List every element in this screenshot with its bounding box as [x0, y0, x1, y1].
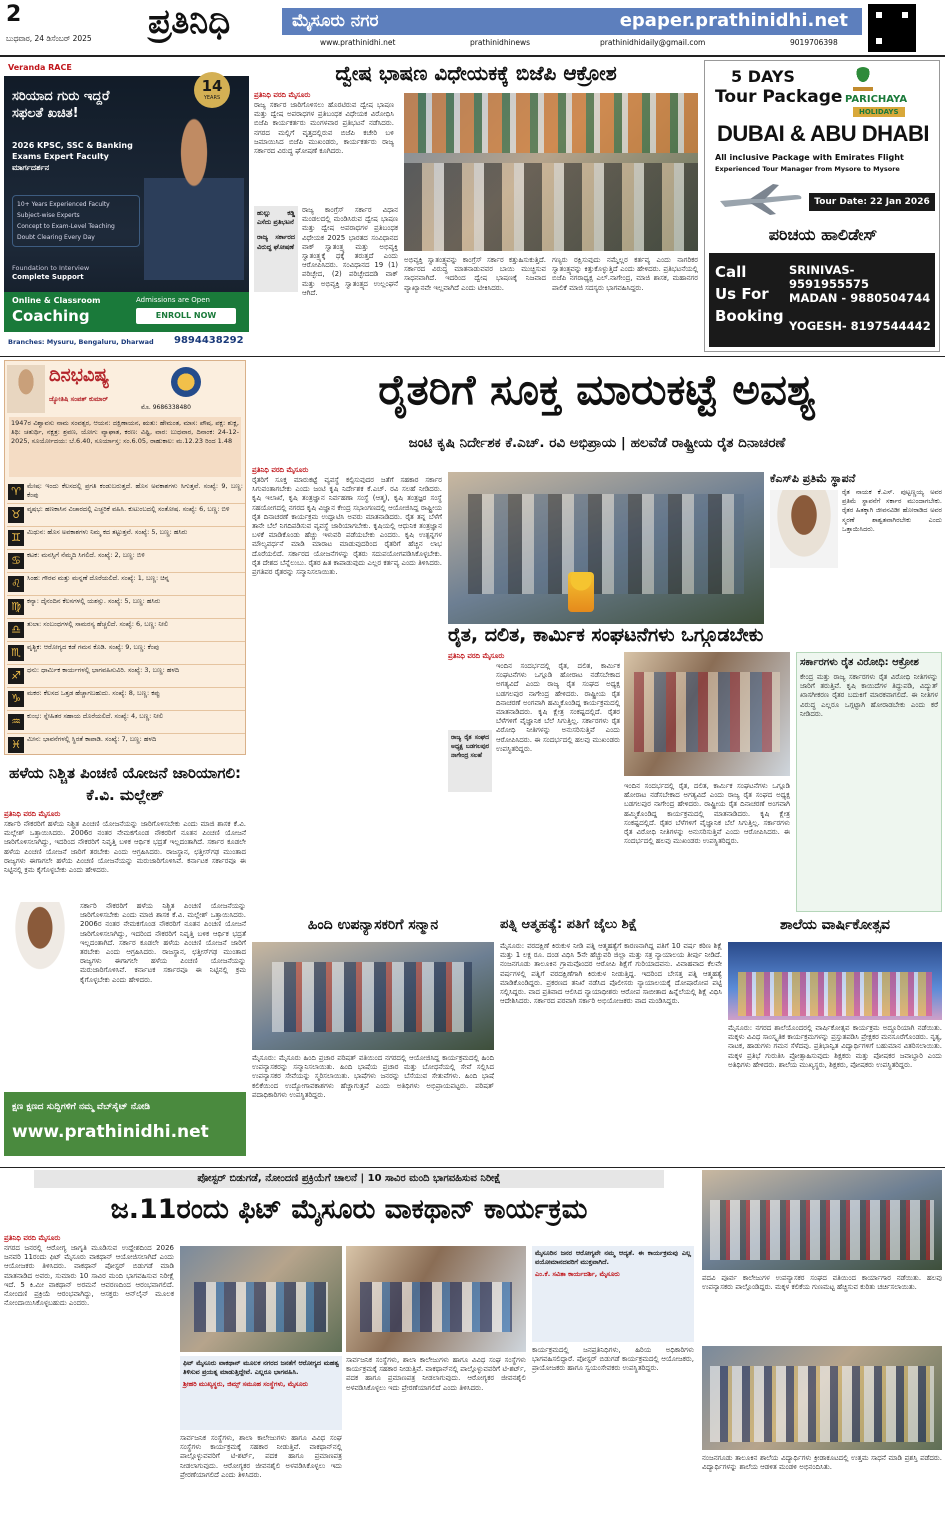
astrologer-photo: [7, 365, 45, 413]
walk-headline: ಜ.11ರಂದು ಫಿಟ್ ಮೈಸೂರು ವಾಕಥಾನ್ ಕಾರ್ಯಕ್ರಮ: [110, 1194, 588, 1225]
ad-destination: DUBAI & ABU DHABI: [717, 121, 929, 146]
story-col4: ಗಣ್ಯರು ರಕ್ಷಿಸುವುದು ನಮ್ಮೆಲ್ಲರ ಕರ್ತವ್ಯ ಎಂದು ನಾಗರಿಕರ ಸ್ವಾತಂತ್ರ್ಯವನ್ನು ಕಿತ್ತುಕೊಳ್ಳುತ್ತಿದೆ ಎಂದು ಹೇಳಿದರು. ಪ್ರತಿಭಟನೆಯಲ್ಲಿ ಬಿಜೆಪಿ ನಗರಾಧ್ಯಕ್ಷ ಎಲ್.ನಾಗೇಂದ್ರ, ಮಾಜಿ ಶಾಸಕ, ಮಹಾನಗರ ಪಾಲಿಕೆ ಮಾಜಿ ಸದಸ್ಯರು ಭಾಗವಹಿಸಿದ್ದರು.: [552, 256, 698, 292]
walk-quote1: ಫಿಟ್ ಮೈಸೂರು ವಾಕಥಾನ್ ಮೂಲಕ ನಗರದ ಜನತೆಗೆ ಆರೋಗ್ಯದ ಮಹತ್ವ ತಿಳಿಸುವ ಪ್ರಯತ್ನ ಮಾಡುತ್ತಿದ್ದೇವೆ. ಎಲ್ಲರೂ ಭಾಗವಹಿಸಿ. ಶ್ರೀಹರಿ ಮುಖ್ಯಸ್ಥರು, ಜಿಮ್ಸ್ ಸಮೂಹ ಸಂಸ್ಥೆಗಳು, ಮೈಸೂರು: [180, 1356, 342, 1430]
pension-headline: ಹಳೆಯ ನಿಶ್ಚಿತ ಪಿಂಚಣಿ ಯೋಜನೆ ಜಾರಿಯಾಗಲಿ: ಕೆ.ವಿ. ಮಲ್ಲೇಶ್: [8, 764, 241, 804]
lead-story: [252, 360, 942, 622]
website-url[interactable]: www.prathinidhi.net: [12, 1122, 209, 1142]
college-body: ಪದವಿ ಪೂರ್ವ ಕಾಲೇಜುಗಳ ಉಪನ್ಯಾಸಕರ ಸಂಘದ ವತಿಯಿಂದ ಕಾರ್ಯಾಗಾರ ನಡೆಯಿತು. ಹಲವು ಉಪನ್ಯಾಸಕರು ಪಾಲ್ಗೊಂಡಿದ್ದರು. ಮಕ್ಕಳ ಕಲಿಕೆಯ ಗುಣಮಟ್ಟ ಹೆಚ್ಚಿಸುವ ಕುರಿತು ಚರ್ಚಿಸಲಾಯಿತು.: [702, 1274, 942, 1292]
school-body: ಮೈಸೂರು: ನಗರದ ಶಾಲೆಯೊಂದರಲ್ಲಿ ವಾರ್ಷಿಕೋತ್ಸವ ಕಾರ್ಯಕ್ರಮ ಅದ್ದೂರಿಯಾಗಿ ನಡೆಯಿತು. ಮಕ್ಕಳು ವಿವಿಧ ಸಾಂಸ್ಕೃತಿಕ ಕಾರ್ಯಕ್ರಮಗಳನ್ನು ಪ್ರಸ್ತುತಪಡಿಸಿ ಪ್ರೇಕ್ಷಕರ ಮನಸೂರೆಗೊಂಡರು. ನೃತ್ಯ, ನಾಟಕ, ಹಾಡುಗಳು ಗಮನ ಸೆಳೆದವು. ಪ್ರತಿಭಾನ್ವಿತ ವಿದ್ಯಾರ್ಥಿಗಳಿಗೆ ಬಹುಮಾನ ವಿತರಿಸಲಾಯಿತು. ಮಕ್ಕಳ ಪ್ರತಿಭೆ ಗುರುತಿಸಿ ಪ್ರೋತ್ಸಾಹಿಸುವುದು ಶಿಕ್ಷಕರು ಮತ್ತು ಪೋಷಕರ ಜವಾಬ್ದಾರಿ ಎಂದು ಅತಿಥಿಗಳು ಹೇಳಿದರು. ಶಾಲೆಯ ಮುಖ್ಯಸ್ಥರು, ಶಿಕ್ಷಕರು, ಪೋಷಕರು ಉಪಸ್ಥಿತರಿದ್ದರು.: [728, 1024, 942, 1069]
story-byline: ಪ್ರತಿನಿಧಿ ವರದಿ ಮೈಸೂರು: [254, 91, 311, 99]
sidebar-portrait: [770, 490, 838, 568]
farmers-body2: ಇಂದಿನ ಸಂದರ್ಭದಲ್ಲಿ ರೈತ, ದಲಿತ, ಕಾರ್ಮಿಕ ಸಂಘಟನೆಗಳು ಒಗ್ಗೂಡಿ ಹೋರಾಟ ನಡೆಸಬೇಕಾದ ಅಗತ್ಯವಿದೆ ಎಂದು ರಾಜ್ಯ ರೈತ ಸಂಘದ ಅಧ್ಯಕ್ಷ ಬಡಗಲಪುರ ನಾಗೇಂದ್ರ ಹೇಳಿದರು. ರಾಷ್ಟ್ರೀಯ ರೈತ ದಿನಾಚರಣೆ ಅಂಗವಾಗಿ ಹಮ್ಮಿಕೊಂಡಿದ್ದ ಕಾರ್ಯಕ್ರಮದಲ್ಲಿ ಮಾತನಾಡಿದರು. ಕೃಷಿ ಕ್ಷೇತ್ರ ಸಂಕಷ್ಟದಲ್ಲಿದೆ. ರೈತರ ಬೆಳೆಗಳಿಗೆ ವೈಜ್ಞಾನಿಕ ಬೆಲೆ ಸಿಗುತ್ತಿಲ್ಲ. ಸರ್ಕಾರಗಳು ರೈತ ವಿರೋಧಿ ನೀತಿಗಳನ್ನು ಅನುಸರಿಸುತ್ತಿವೆ ಎಂದು ಆರೋಪಿಸಿದರು. ಈ ಸಂದರ್ಭದಲ್ಲಿ ಹಲವು ಮುಖಂಡರು ಉಪಸ್ಥಿತರಿದ್ದರು.: [624, 782, 790, 846]
walk-col3: ಕಾರ್ಯಕ್ರಮದಲ್ಲಿ ಜನಪ್ರತಿನಿಧಿಗಳು, ಹಿರಿಯ ಅಧಿಕಾರಿಗಳು ಭಾಗವಹಿಸಲಿದ್ದಾರೆ. ಪೋಸ್ಟರ್ ಬಿಡುಗಡೆ ಕಾರ್ಯಕ್ರಮದಲ್ಲಿ ಆಯೋಜಕರು, ಪ್ರಾಯೋಜಕರು ಹಾಗೂ ಸ್ವಯಂಸೇವಕರು ಉಪಸ್ಥಿತರಿದ್ದರು.: [532, 1346, 694, 1373]
sidebar-title: ಕೆಎಸ್‌ಪಿ ಪ್ರತಿಮೆ ಸ್ಥಾಪನೆ: [770, 472, 856, 485]
college-body2: ನಂಜನಗೂಡು ತಾಲೂಕಿನ ಶಾಲೆಯ ವಿದ್ಯಾರ್ಥಿಗಳು ಕ್ರೀಡಾಕೂಟದಲ್ಲಿ ಉತ್ತಮ ಸಾಧನೆ ಮಾಡಿ ಪ್ರಶಸ್ತಿ ಪಡೆದರು. ವಿದ್ಯಾರ್ಥಿಗಳನ್ನು ಶಾಲೆಯ ಆಡಳಿತ ಮಂಡಳಿ ಅಭಿನಂದಿಸಿತು.: [702, 1454, 942, 1472]
issue-date: ಬುಧವಾರ, 24 ಡಿಸೆಂಬರ್ 2025: [6, 34, 92, 43]
farmers-body: ಇಂದಿನ ಸಂದರ್ಭದಲ್ಲಿ ರೈತ, ದಲಿತ, ಕಾರ್ಮಿಕ ಸಂಘಟನೆಗಳು ಒಗ್ಗೂಡಿ ಹೋರಾಟ ನಡೆಸಬೇಕಾದ ಅಗತ್ಯವಿದೆ ಎಂದು ರಾಜ್ಯ ರೈತ ಸಂಘದ ಅಧ್ಯಕ್ಷ ಬಡಗಲಪುರ ನಾಗೇಂದ್ರ ಹೇಳಿದರು. ರಾಷ್ಟ್ರೀಯ ರೈತ ದಿನಾಚರಣೆ ಅಂಗವಾಗಿ ಹಮ್ಮಿಕೊಂಡಿದ್ದ ಕಾರ್ಯಕ್ರಮದಲ್ಲಿ ಮಾತನಾಡಿದರು. ಕೃಷಿ ಕ್ಷೇತ್ರ ಸಂಕಷ್ಟದಲ್ಲಿದೆ. ರೈತರ ಬೆಳೆಗಳಿಗೆ ವೈಜ್ಞಾನಿಕ ಬೆಲೆ ಸಿಗುತ್ತಿಲ್ಲ. ಸರ್ಕಾರಗಳು ರೈತ ವಿರೋಧಿ ನೀತಿಗಳನ್ನು ಅನುಸರಿಸುತ್ತಿವೆ ಎಂದು ಆರೋಪಿಸಿದರು. ಈ ಸಂದರ್ಭದಲ್ಲಿ ಹಲವು ಮುಖಂಡರು ಉಪಸ್ಥಿತರಿದ್ದರು.: [496, 662, 620, 753]
ad-brand-sub: HOLIDAYS: [853, 107, 905, 117]
plane-icon: [715, 181, 805, 217]
web-promo[interactable]: ಕ್ಷಣ ಕ್ಷಣದ ಸುದ್ದಿಗಳಿಗೆ ನಮ್ಮ ವೆಬ್‌ಸೈಟ್ ನೋಡಿ www.prathinidhi.net: [4, 1092, 246, 1156]
story-col2: ರಾಜ್ಯ ಕಾಂಗ್ರೆಸ್ ಸರ್ಕಾರ ವಿಧಾನ ಮಂಡಲದಲ್ಲಿ ಮಂಡಿಸಿರುವ ದ್ವೇಷ ಭಾಷಣ ಮತ್ತು ದ್ವೇಷ ಅಪರಾಧಗಳ ಪ್ರತಿಬಂಧಕ ವಿಧೇಯಕ 2025 ಭಾರತದ ಸಂವಿಧಾನದ ವಾಕ್ ಸ್ವಾತಂತ್ರ್ಯ ಮತ್ತು ಅಭಿವ್ಯಕ್ತಿ ಸ್ವಾತಂತ್ರ್ಯಕ್ಕೆ ಧಕ್ಕೆ ತರುತ್ತದೆ ಎಂದು ಆರೋಪಿಸಿದರು. ಸಂವಿಧಾನದ 19 (1) ಪರಿಚ್ಛೇದ, (2) ಪರಿಚ್ಛೇದದಡಿ ವಾಕ್ ಮತ್ತು ಅಭಿವ್ಯಕ್ತಿ ಸ್ವಾತಂತ್ರ್ಯದ ಉಲ್ಲಂಘನೆ ಆಗಿದೆ.: [302, 206, 398, 297]
edition-bar: [282, 8, 862, 35]
tour-date: Tour Date: 22 Jan 2026: [809, 193, 935, 211]
hindi-body: ಮೈಸೂರು: ಮೈಸೂರು ಹಿಂದಿ ಪ್ರಚಾರ ಪರಿಷತ್ ವತಿಯಿಂದ ನಗರದಲ್ಲಿ ಆಯೋಜಿಸಿದ್ದ ಕಾರ್ಯಕ್ರಮದಲ್ಲಿ ಹಿಂದಿ ಉಪನ್ಯಾಸಕರನ್ನು ಸನ್ಮಾನಿಸಲಾಯಿತು. ಹಿಂದಿ ಭಾಷೆಯ ಪ್ರಚಾರ ಮತ್ತು ಬೋಧನೆಯಲ್ಲಿ ಸೇವೆ ಸಲ್ಲಿಸಿದ ಉಪನ್ಯಾಸಕರ ಸೇವೆಯನ್ನು ಸ್ಮರಿಸಲಾಯಿತು. ಭಾಷೆಗಳು ಜನರನ್ನು ಬೆಸೆಯುವ ಸೇತುವೆಗಳು. ಹಿಂದಿ ಭಾಷೆ ಕಲಿಕೆಯಿಂದ ಉದ್ಯೋಗಾವಕಾಶಗಳು ಹೆಚ್ಚಾಗುತ್ತವೆ ಎಂದು ಅತಿಥಿಗಳು ಅಭಿಪ್ರಾಯಪಟ್ಟರು. ಪರಿಷತ್ ಪದಾಧಿಕಾರಿಗಳು ಉಪಸ್ಥಿತರಿದ್ದರು.: [252, 1054, 494, 1099]
astrologer-phone: ಮೊ. 9686338480: [141, 404, 191, 411]
ad-manager: Experienced Tour Manager from Mysore to Mysore: [715, 165, 900, 173]
years-badge: 14 YEARS: [194, 72, 230, 108]
aquarius-icon: ♒: [8, 714, 24, 730]
pension-story: [4, 762, 246, 1160]
pisces-icon: ♓: [8, 737, 24, 753]
virgo-icon: ♍: [8, 599, 24, 615]
walk-photo-2: [346, 1246, 526, 1352]
court-body: ಮೈಸೂರು: ವರದಕ್ಷಿಣೆ ಕಿರುಕುಳ ನೀಡಿ ಪತ್ನಿ ಆತ್ಮಹತ್ಯೆಗೆ ಕಾರಣನಾಗಿದ್ದ ಪತಿಗೆ 10 ವರ್ಷ ಕಠಿಣ ಶಿಕ್ಷೆ ಮತ್ತು 1 ಲಕ್ಷ ರೂ. ದಂಡ ವಿಧಿಸಿ 5ನೇ ಹೆಚ್ಚುವರಿ ಜಿಲ್ಲಾ ಮತ್ತು ಸತ್ರ ನ್ಯಾಯಾಲಯ ತೀರ್ಪು ನೀಡಿದೆ. ನಂಜನಗೂಡು ತಾಲೂಕಿನ ಗ್ರಾಮವೊಂದರ ಆರೋಪಿ ಶಿಕ್ಷೆಗೆ ಗುರಿಯಾದವನು. ವಿವಾಹವಾದ ಕೆಲವೇ ವರ್ಷಗಳಲ್ಲಿ ಪತ್ನಿಗೆ ವರದಕ್ಷಿಣೆಗಾಗಿ ಕಿರುಕುಳ ನೀಡುತ್ತಿದ್ದ. ಇದರಿಂದ ಬೇಸತ್ತ ಪತ್ನಿ ಆತ್ಮಹತ್ಯೆ ಮಾಡಿಕೊಂಡಿದ್ದರು. ಪ್ರಕರಣದ ತನಿಖೆ ನಡೆಸಿದ ಪೊಲೀಸರು ನ್ಯಾಯಾಲಯಕ್ಕೆ ದೋಷಾರೋಪ ಪಟ್ಟಿ ಸಲ್ಲಿಸಿದ್ದರು. ವಾದ ಪ್ರತಿವಾದ ಆಲಿಸಿದ ನ್ಯಾಯಾಧೀಶರು ಆರೋಪ ಸಾಬೀತಾದ ಹಿನ್ನೆಲೆಯಲ್ಲಿ ಶಿಕ್ಷೆ ವಿಧಿಸಿ ಆದೇಶಿಸಿದರು. ಸರ್ಕಾರದ ಪರವಾಗಿ ಸರ್ಕಾರಿ ಅಭಿಯೋಜಕರು ವಾದ ಮಂಡಿಸಿದ್ದರು.: [500, 942, 722, 1006]
walkathon-story: [4, 1170, 694, 1514]
ad-brand-name: PARICHAYA: [845, 94, 908, 105]
ad-foundation: Foundation to Interview: [12, 264, 90, 272]
farmers-pull: ರಾಜ್ಯ ರೈತ ಸಂಘದ ಅಧ್ಯಕ್ಷ ಬಡಗಲಪುರ ನಾಗೇಂದ್ರ ಸಲಹೆ: [448, 730, 492, 792]
astrologer-name: ಜ್ಯೋತಿಷಿ ಸಂಪತ್ ಕುಮಾರ್: [49, 395, 108, 403]
pension-body: ಸರ್ಕಾರಿ ನೌಕರರಿಗೆ ಹಳೆಯ ನಿಶ್ಚಿತ ಪಿಂಚಣಿ ಯೋಜನೆಯನ್ನು ಜಾರಿಗೊಳಿಸಬೇಕು ಎಂದು ಮಾಜಿ ಶಾಸಕ ಕೆ.ವಿ. ಮಲ್ಲೇಶ್ ಒತ್ತಾಯಿಸಿದರು. 2006ರ ನಂತರ ನೇಮಕಗೊಂಡ ನೌಕರರಿಗೆ ನೂತನ ಪಿಂಚಣಿ ಯೋಜನೆ ಜಾರಿಗೊಳಿಸಲಾಗಿದ್ದು, ಇದರಿಂದ ನೌಕರರಿಗೆ ನಿವೃತ್ತಿ ಬಳಿಕ ಆರ್ಥಿಕ ಭದ್ರತೆ ಇಲ್ಲದಂತಾಗಿದೆ. ಸರ್ಕಾರ ಕೂಡಲೇ ಹಳೆಯ ಪಿಂಚಣಿ ಯೋಜನೆ ಜಾರಿಗೆ ತರಬೇಕು ಎಂದು ಆಗ್ರಹಿಸಿದರು. ರಾಜಸ್ಥಾನ, ಛತ್ತೀಸ್‌ಗಢ ಮುಂತಾದ ರಾಜ್ಯಗಳು ಈಗಾಗಲೇ ಹಳೆಯ ಪಿಂಚಣಿ ಯೋಜನೆಯನ್ನು ಮರುಜಾರಿಗೊಳಿಸಿವೆ. ಕರ್ನಾಟಕ ಸರ್ಕಾರವೂ ಈ ನಿಟ್ಟಿನಲ್ಲಿ ಕ್ರಮ ಕೈಗೊಳ್ಳಬೇಕು ಎಂದು ಹೇಳಿದರು.: [4, 820, 246, 875]
masthead: [0, 0, 945, 56]
lead-headline: ರೈತರಿಗೆ ಸೂಕ್ತ ಮಾರುಕಟ್ಟೆ ಅವಶ್ಯ: [378, 365, 816, 414]
college-story: [702, 1170, 942, 1514]
pension-body2: ಸರ್ಕಾರಿ ನೌಕರರಿಗೆ ಹಳೆಯ ನಿಶ್ಚಿತ ಪಿಂಚಣಿ ಯೋಜನೆಯನ್ನು ಜಾರಿಗೊಳಿಸಬೇಕು ಎಂದು ಮಾಜಿ ಶಾಸಕ ಕೆ.ವಿ. ಮಲ್ಲೇಶ್ ಒತ್ತಾಯಿಸಿದರು. 2006ರ ನಂತರ ನೇಮಕಗೊಂಡ ನೌಕರರಿಗೆ ನೂತನ ಪಿಂಚಣಿ ಯೋಜನೆ ಜಾರಿಗೊಳಿಸಲಾಗಿದ್ದು, ಇದರಿಂದ ನೌಕರರಿಗೆ ನಿವೃತ್ತಿ ಬಳಿಕ ಆರ್ಥಿಕ ಭದ್ರತೆ ಇಲ್ಲದಂತಾಗಿದೆ. ಸರ್ಕಾರ ಕೂಡಲೇ ಹಳೆಯ ಪಿಂಚಣಿ ಯೋಜನೆ ಜಾರಿಗೆ ತರಬೇಕು ಎಂದು ಆಗ್ರಹಿಸಿದರು. ರಾಜಸ್ಥಾನ, ಛತ್ತೀಸ್‌ಗಢ ಮುಂತಾದ ರಾಜ್ಯಗಳು ಈಗಾಗಲೇ ಹಳೆಯ ಪಿಂಚಣಿ ಯೋಜನೆಯನ್ನು ಮರುಜಾರಿಗೊಳಿಸಿವೆ. ಕರ್ನಾಟಕ ಸರ್ಕಾರವೂ ಈ ನಿಟ್ಟಿನಲ್ಲಿ ಕ್ರಮ ಕೈಗೊಳ್ಳಬೇಕು ಎಂದು ಹೇಳಿದರು.: [80, 902, 246, 984]
gemini-icon: ♊: [8, 530, 24, 546]
panchanga: 1947ರ ವಿಶ್ವಾವಸು ನಾಮ ಸಂವತ್ಸರ, ಆಯನ: ದಕ್ಷಿಣಾಯನ, ಋತು: ಹೇಮಂತ, ಮಾಸ: ಪೌಷ, ಪಕ್ಷ: ಶುಕ್ಲ, ತಿಥಿ: ಚತುರ್ಥಿ, ನಕ್ಷತ್ರ: ಶ್ರವಣ, ಯೋಗ: ವ್ಯಾಘಾತ, ಕರಣ: ವಿಷ್ಟಿ, ವಾರ: ಬುಧವಾರ, ದಿನಾಂಕ: 24-12-2025, ಸೂರ್ಯೋದಯ: ಬೆ.6.40, ಸೂರ್ಯಾಸ್ತ: ಸಂ.6.05, ರಾಹುಕಾಲ: ಮ.12.23 ರಿಂದ 1.48: [9, 417, 241, 477]
emblem-icon: [171, 367, 201, 397]
cancer-icon: ♋: [8, 553, 24, 569]
lead-photo: [448, 472, 764, 624]
ad-complete: Complete Support: [12, 273, 84, 281]
walk-photo-1: [180, 1246, 342, 1352]
masthead-rule: [0, 55, 945, 57]
ad-footer: Branches: Mysuru, Bengaluru, Dharwad 9894438292: [4, 332, 249, 353]
farmers-byline: ಪ್ರತಿನಿಧಿ ವರದಿ ಮೈಸೂರು: [448, 652, 505, 660]
tour-package-ad[interactable]: [704, 60, 940, 352]
horoscope-box: [4, 360, 246, 755]
hindi-headline: ಹಿಂದಿ ಉಪನ್ಯಾಸಕರಿಗೆ ಸನ್ಮಾನ: [307, 917, 439, 933]
ad-feature-list: 10+ Years Experienced Faculty Subject-wise Experts Concept to Exam-Level Teaching Doubt Clearing Every Day: [12, 195, 140, 247]
bottom-section-rule: [0, 1167, 945, 1168]
ad-sub: 2026 KPSC, SSC & Banking Exams Expert Faculty ಮಾರ್ಗದರ್ಶನ: [12, 141, 133, 172]
qr-code-icon[interactable]: [868, 4, 916, 52]
ad-kannada: ಪರಿಚಯ ಹಾಲಿಡೇಸ್: [768, 225, 878, 244]
pull-quote: ಹುಲ್ಲು ಕಡ್ಡಿ ಎಸೆದು ಪ್ರತಿಭಟನೆ ರಾಜ್ಯ ಸರ್ಕಾರದ ವಿರುದ್ಧ ಘೋಷಣೆ: [254, 206, 298, 292]
walk-kicker: ಪೋಸ್ಟರ್ ಬಿಡುಗಡೆ, ನೋಂದಣಿ ಪ್ರಕ್ರಿಯೆಗೆ ಚಾಲನೆ | 10 ಸಾವಿರ ಮಂದಿ ಭಾಗವಹಿಸುವ ನಿರೀಕ್ಷೆ: [34, 1170, 664, 1188]
scorpio-icon: ♏: [8, 645, 24, 661]
walk-byline: ಪ್ರತಿನಿಧಿ ವರದಿ ಮೈಸೂರು: [4, 1234, 61, 1242]
court-story: [500, 914, 722, 1164]
farmers-headline: ರೈತ, ದಲಿತ, ಕಾರ್ಮಿಕ ಸಂಘಟನೆಗಳು ಒಗ್ಗೂಡಬೇಕು: [448, 624, 764, 646]
farmers-photo: [624, 652, 790, 776]
lead-byline: ಪ್ರತಿನಿಧಿ ವರದಿ ಮೈಸೂರು: [252, 466, 309, 474]
section-rule: [0, 356, 945, 357]
coaching-ad[interactable]: [4, 60, 249, 353]
story-headline: ದ್ವೇಷ ಭಾಷಣ ವಿಧೇಯಕಕ್ಕೆ ಬಿಜೆಪಿ ಆಕ್ರೋಶ: [335, 61, 617, 85]
website-link[interactable]: www.prathinidhi.net: [320, 38, 396, 47]
ad-days: 5 DAYS: [731, 67, 795, 86]
social-handle[interactable]: prathinidhinews: [470, 38, 531, 47]
pension-portrait: [4, 902, 76, 988]
aries-icon: ♈: [8, 484, 24, 500]
farmers-sidebar: ಸರ್ಕಾರಗಳು ರೈತ ವಿರೋಧಿ: ಆಕ್ರೋಶ ಕೇಂದ್ರ ಮತ್ತು ರಾಜ್ಯ ಸರ್ಕಾರಗಳು ರೈತ ವಿರೋಧಿ ನೀತಿಗಳನ್ನು ಜಾರಿಗೆ ತರುತ್ತಿವೆ. ಕೃಷಿ ಕಾಯಿದೆಗಳ ತಿದ್ದುಪಡಿ, ವಿದ್ಯುತ್ ಖಾಸಗೀಕರಣ ರೈತರ ಬದುಕಿಗೆ ಮಾರಕವಾಗಲಿದೆ. ಈ ನೀತಿಗಳ ವಿರುದ್ಧ ಎಲ್ಲರೂ ಒಗ್ಗಟ್ಟಾಗಿ ಹೋರಾಡಬೇಕು ಎಂದು ಕರೆ ನೀಡಿದರು.: [796, 652, 942, 912]
hindi-story: [252, 914, 494, 1164]
lead-body: ರೈತರಿಗೆ ಸೂಕ್ತ ಮಾರುಕಟ್ಟೆ ವ್ಯವಸ್ಥೆ ಕಲ್ಪಿಸುವುದರ ಜತೆಗೆ ಸಹಕಾರ ಸರ್ಕಾರ ಸಿಗುವಂತಾಗಬೇಕು ಎಂದು ಜಂಟಿ ಕೃಷಿ ನಿರ್ದೇಶಕ ಕೆ.ಎಚ್. ರವಿ ಸಲಹೆ ನೀಡಿದರು. ಕೃಷಿ ಇಲಾಖೆ, ಕೃಷಿ ತಂತ್ರಜ್ಞಾನ ನಿರ್ವಹಣಾ ಸಂಸ್ಥೆ (ಆತ್ಮ), ಕೃಷಿ ತಂತ್ರಜ್ಞರ ಸಂಸ್ಥೆ ಸಹಯೋಗದಲ್ಲಿ ನಗರದ ಕೃಷಿ ವಿಜ್ಞಾನ ಕೇಂದ್ರ ಸಭಾಂಗಣದಲ್ಲಿ ಆಯೋಜಿಸಿದ್ದ ರಾಷ್ಟ್ರೀಯ ರೈತ ದಿನಾಚರಣೆ ಕಾರ್ಯಕ್ರಮ ಉದ್ಘಾಟಿಸಿ ಅವರು ಮಾತನಾಡಿದರು. ರೈತ ತನ್ನ ಬೆಳೆಗೆ ತಾನೇ ಬೆಲೆ ನಿಗದಿಪಡಿಸುವ ವ್ಯವಸ್ಥೆ ಜಾರಿಯಾಗಬೇಕು. ಕೃಷಿಯಲ್ಲಿ ಆಧುನಿಕ ತಂತ್ರಜ್ಞಾನ ಬಳಕೆ ಮಾಡಿಕೊಂಡು ಹೆಚ್ಚು ಇಳುವರಿ ಪಡೆಯಬೇಕು ಎಂದರು. ಕೃಷಿ ಉತ್ಪನ್ನಗಳ ಮೌಲ್ಯವರ್ಧನೆ ಮಾಡಿ ಮಾರಾಟ ಮಾಡುವುದರಿಂದ ರೈತರಿಗೆ ಹೆಚ್ಚಿನ ಲಾಭ ದೊರೆಯಲಿದೆ. ಸರ್ಕಾರದ ಯೋಜನೆಗಳನ್ನು ರೈತರು ಸದುಪಯೋಗಪಡಿಸಿಕೊಳ್ಳಬೇಕು. ರೈತ ದೇಶದ ಬೆನ್ನೆಲುಬು. ರೈತರ ಹಿತ ಕಾಪಾಡುವುದು ಎಲ್ಲರ ಕರ್ತವ್ಯ ಎಂದು ತಿಳಿಸಿದರು. ಪ್ರಗತಿಪರ ರೈತರನ್ನು ಸನ್ಮಾನಿಸಲಾಯಿತು.: [252, 476, 442, 577]
story-col1: ರಾಜ್ಯ ಸರ್ಕಾರ ಜಾರಿಗೊಳಿಸಲು ಹೊರಟಿರುವ ದ್ವೇಷ ಭಾಷಣ ಮತ್ತು ದ್ವೇಷ ಅಪರಾಧಗಳ ಪ್ರತಿಬಂಧಕ ವಿಧೇಯಕ ವಿರೋಧಿಸಿ ಬಿಜೆಪಿ ಕಾರ್ಯಕರ್ತರು ಮಂಗಳವಾರ ಪ್ರತಿಭಟನೆ ನಡೆಸಿದರು. ನಗರದ ಮಲ್ಲಿಗೆ ವೃತ್ತದಲ್ಲಿರುವ ಬಿಜೆಪಿ ಕಚೇರಿ ಬಳಿ ಜಮಾಯಿಸಿದ ಬಿಜೆಪಿ ಮುಖಂಡರು, ಕಾರ್ಯಕರ್ತರು ರಾಜ್ಯ ಸರ್ಕಾರದ ವಿರುದ್ಧ ಘೋಷಣೆ ಕೂಗಿದರು.: [254, 101, 394, 156]
story-hate-speech: [254, 60, 698, 352]
ad-package: Tour Package: [715, 87, 843, 107]
capricorn-icon: ♑: [8, 691, 24, 707]
horoscope-title: ದಿನಭವಿಷ್ಯ: [49, 365, 110, 386]
protest-photo: [404, 93, 698, 251]
lead-sidebar: ಕೆಎಸ್‌ಪಿ ಪ್ರತಿಮೆ ಸ್ಥಾಪನೆ ರೈತ ನಾಯಕ ಕೆ.ಎಸ್. ಪುಟ್ಟಣ್ಣಯ್ಯ ಅವರ ಪ್ರತಿಮೆ ಸ್ಥಾಪನೆಗೆ ಸರ್ಕಾರ ಮುಂದಾಗಬೇಕು. ರೈತರ ಹಿತಕ್ಕಾಗಿ ಜೀವನವಿಡೀ ಹೋರಾಡಿದ ಅವರ ಸ್ಮರಣೆ ಶಾಶ್ವತವಾಗಿರಬೇಕು ಎಂದು ಒತ್ತಾಯಿಸಿದರು.: [770, 472, 942, 624]
enroll-button[interactable]: ENROLL NOW: [136, 308, 236, 324]
email-address[interactable]: prathinidhidaily@gmail.com: [600, 38, 706, 47]
ad-person: [144, 110, 244, 280]
farmers-story: [448, 622, 942, 912]
paper-title: ಪ್ರತಿನಿಧಿ: [148, 2, 231, 42]
ad-includes: All inclusive Package with Emirates Flight: [715, 153, 904, 162]
booking-box: Call Us For Booking SRINIVAS- 9591955575 MADAN - 9880504744 YOGESH- 8197544442: [709, 253, 935, 347]
epaper-link[interactable]: epaper.prathinidhi.net: [619, 10, 848, 31]
taurus-icon: ♉: [8, 507, 24, 523]
walk-quote2: ಮೈಸೂರಿನ ಜನರ ಆರೋಗ್ಯವೇ ನಮ್ಮ ಆದ್ಯತೆ. ಈ ಕಾರ್ಯಕ್ರಮವು ಎಲ್ಲ ವಯೋಮಾನದವರಿಗೆ ಮುಕ್ತವಾಗಿದೆ. ಎಂ.ಕೆ. ಸವಿತಾ ಕಾರ್ಯದರ್ಶಿ, ಮೈಸೂರು: [532, 1246, 694, 1342]
phone-number: 9019706398: [790, 38, 838, 47]
walk-col1: ನಗರದ ಜನರಲ್ಲಿ ಆರೋಗ್ಯ ಜಾಗೃತಿ ಮೂಡಿಸುವ ಉದ್ದೇಶದಿಂದ 2026 ಜನವರಿ 11ರಂದು ಫಿಟ್ ಮೈಸೂರು ವಾಕಥಾನ್ ಆಯೋಜಿಸಲಾಗಿದೆ ಎಂದು ಆಯೋಜಕರು ತಿಳಿಸಿದರು. ವಾಕಥಾನ್ ಪೋಸ್ಟರ್ ಬಿಡುಗಡೆ ಮಾಡಿ ಮಾತನಾಡಿದ ಅವರು, ಸುಮಾರು 10 ಸಾವಿರ ಮಂದಿ ಭಾಗವಹಿಸುವ ನಿರೀಕ್ಷೆ ಇದೆ. 5 ಕಿ.ಮೀ ವಾಕಥಾನ್ ಅರಮನೆ ಆವರಣದಿಂದ ಆರಂಭವಾಗಲಿದೆ. ನೋಂದಣಿ ಪ್ರಕ್ರಿಯೆ ಆರಂಭವಾಗಿದ್ದು, ಆಸಕ್ತರು ಆನ್‌ಲೈನ್ ಮೂಲಕ ನೋಂದಾಯಿಸಿಕೊಳ್ಳಬಹುದು ಎಂದರು.: [4, 1244, 174, 1308]
page-number: 2: [6, 2, 22, 27]
story-col3: ಅಭಿವ್ಯಕ್ತಿ ಸ್ವಾತಂತ್ರ್ಯವನ್ನು ಕಾಂಗ್ರೆಸ್ ಸರ್ಕಾರ ಕತ್ತುಹಿಸುಕುತ್ತಿದೆ. ಸರ್ಕಾರದ ವಿರುದ್ಧ ಮಾತನಾಡುವವರ ಬಾಯಿ ಮುಚ್ಚಿಸುವ ಸಾಧನವಾಗಿದೆ. ಇದರಿಂದ ದ್ವೇಷ ಭಾಷಣಕ್ಕೆ ನಿಜವಾದ ವ್ಯಾಖ್ಯಾನವೇ ಇಲ್ಲವಾಗಿದೆ ಎಂದು ಟೀಕಿಸಿದರು.: [404, 256, 546, 292]
court-headline: ಪತ್ನಿ ಆತ್ಮಹತ್ಯೆ: ಪತಿಗೆ ಜೈಲು ಶಿಕ್ಷೆ: [500, 917, 638, 932]
edition-name: ಮೈಸೂರು ನಗರ: [292, 11, 379, 31]
hindi-photo: [252, 942, 494, 1050]
walk-col2b: ಸಾರ್ವಜನಿಕ ಸಂಸ್ಥೆಗಳು, ಶಾಲಾ ಕಾಲೇಜುಗಳು ಹಾಗೂ ವಿವಿಧ ಸಂಘ ಸಂಸ್ಥೆಗಳು ಕಾರ್ಯಕ್ರಮಕ್ಕೆ ಸಹಕಾರ ನೀಡುತ್ತಿವೆ. ವಾಕಥಾನ್‌ನಲ್ಲಿ ಪಾಲ್ಗೊಳ್ಳುವವರಿಗೆ ಟಿ-ಶರ್ಟ್, ಪದಕ ಹಾಗೂ ಪ್ರಮಾಣಪತ್ರ ನೀಡಲಾಗುವುದು. ಆರೋಗ್ಯಕರ ಜೀವನಶೈಲಿ ಅಳವಡಿಸಿಕೊಳ್ಳಲು ಇದು ಪ್ರೇರಣೆಯಾಗಲಿದೆ ಎಂದು ತಿಳಿಸಿದರು.: [346, 1356, 526, 1392]
college-photo-2: [702, 1346, 942, 1450]
ad-coaching-box: Online & Classroom Coaching Admissions are Open ENROLL NOW: [4, 292, 249, 332]
lead-subhead: ಜಂಟಿ ಕೃಷಿ ನಿರ್ದೇಶಕ ಕೆ.ಎಚ್. ರವಿ ಅಭಿಪ್ರಾಯ | ಹಲವೆಡೆ ರಾಷ್ಟ್ರೀಯ ರೈತ ದಿನಾಚರಣೆ: [408, 435, 786, 451]
school-photo: [728, 942, 942, 1020]
walk-col2: ಸಾರ್ವಜನಿಕ ಸಂಸ್ಥೆಗಳು, ಶಾಲಾ ಕಾಲೇಜುಗಳು ಹಾಗೂ ವಿವಿಧ ಸಂಘ ಸಂಸ್ಥೆಗಳು ಕಾರ್ಯಕ್ರಮಕ್ಕೆ ಸಹಕಾರ ನೀಡುತ್ತಿವೆ. ವಾಕಥಾನ್‌ನಲ್ಲಿ ಪಾಲ್ಗೊಳ್ಳುವವರಿಗೆ ಟಿ-ಶರ್ಟ್, ಪದಕ ಹಾಗೂ ಪ್ರಮಾಣಪತ್ರ ನೀಡಲಾಗುವುದು. ಆರೋಗ್ಯಕರ ಜೀವನಶೈಲಿ ಅಳವಡಿಸಿಕೊಳ್ಳಲು ಇದು ಪ್ರೇರಣೆಯಾಗಲಿದೆ ಎಂದು ತಿಳಿಸಿದರು.: [180, 1434, 342, 1479]
school-headline: ಶಾಲೆಯ ವಾರ್ಷಿಕೋತ್ಸವ: [780, 917, 890, 933]
ad-brand: Veranda RACE: [8, 63, 72, 72]
leo-icon: ♌: [8, 576, 24, 592]
school-story: [728, 914, 942, 1164]
palm-icon: [853, 67, 873, 91]
sagittarius-icon: ♐: [8, 668, 24, 684]
ad-headline: ಸರಿಯಾದ ಗುರು ಇದ್ದರೆ ಸಫಲತೆ ಖಚಿತ!: [12, 89, 110, 121]
signs-list: ♈ ಮೇಷ: ಇಂದು ಕೆಲಸದಲ್ಲಿ ಪ್ರಗತಿ ಕಂಡುಬರುತ್ತದೆ. ಹೊಸ ಅವಕಾಶಗಳು ಸಿಗುತ್ತವೆ. ಸಂಖ್ಯೆ: 9, ಬಣ್ಣ: ಕೆಂಪು ♉ ವೃಷಭ: ಹಣಕಾಸಿನ ವಿಚಾರದಲ್ಲಿ ಎಚ್ಚರಿಕೆ ವಹಿಸಿ. ಕುಟುಂಬದಲ್ಲಿ ಸಂತೋಷ. ಸಂಖ್ಯೆ: 6, ಬಣ್ಣ: ಬಿಳಿ ♊ ಮಿಥುನ: ಹೊಸ ಅವಕಾಶಗಳು ನಿಮ್ಮ ಕದ ತಟ್ಟುತ್ತವೆ. ಸಂಖ್ಯೆ: 5, ಬಣ್ಣ: ಹಸಿರು ♋ ಕಟಕ: ಮನಸ್ಸಿಗೆ ನೆಮ್ಮದಿ ಸಿಗಲಿದೆ. ಸಂಖ್ಯೆ: 2, ಬಣ್ಣ: ಬಿಳಿ ♌ ಸಿಂಹ: ಗೌರವ ಮತ್ತು ಮನ್ನಣೆ ದೊರೆಯಲಿದೆ. ಸಂಖ್ಯೆ: 1, ಬಣ್ಣ: ಚಿನ್ನ ♍ ಕನ್ಯಾ: ದೈನಂದಿನ ಕೆಲಸಗಳಲ್ಲಿ ಯಶಸ್ಸು. ಸಂಖ್ಯೆ: 5, ಬಣ್ಣ: ಹಸಿರು ♎ ತುಲಾ: ಸಂಬಂಧಗಳಲ್ಲಿ ಸಾಮರಸ್ಯ ಹೆಚ್ಚಲಿದೆ. ಸಂಖ್ಯೆ: 6, ಬಣ್ಣ: ನೀಲಿ ♏ ವೃಶ್ಚಿಕ: ಆರೋಗ್ಯದ ಕಡೆ ಗಮನ ಕೊಡಿ. ಸಂಖ್ಯೆ: 9, ಬಣ್ಣ: ಕೆಂಪು ♐ ಧನು: ಧಾರ್ಮಿಕ ಕಾರ್ಯಗಳಲ್ಲಿ ಭಾಗವಹಿಸುವಿರಿ. ಸಂಖ್ಯೆ: 3, ಬಣ್ಣ: ಹಳದಿ ♑ ಮಕರ: ಕೆಲಸದ ಒತ್ತಡ ಹೆಚ್ಚಾಗಬಹುದು. ಸಂಖ್ಯೆ: 8, ಬಣ್ಣ: ಕಪ್ಪು ♒ ಕುಂಭ: ಸ್ನೇಹಿತರ ಸಹಾಯ ದೊರೆಯಲಿದೆ. ಸಂಖ್ಯೆ: 4, ಬಣ್ಣ: ನೀಲಿ ♓ ಮೀನ: ಭಾವನೆಗಳಲ್ಲಿ ಸ್ಥಿರತೆ ಕಾಪಾಡಿ. ಸಂಖ್ಯೆ: 7, ಬಣ್ಣ: ಹಳದಿ: [7, 481, 245, 757]
college-photo-1: [702, 1170, 942, 1270]
libra-icon: ♎: [8, 622, 24, 638]
pension-byline: ಪ್ರತಿನಿಧಿ ವರದಿ ಮೈಸೂರು: [4, 810, 61, 818]
